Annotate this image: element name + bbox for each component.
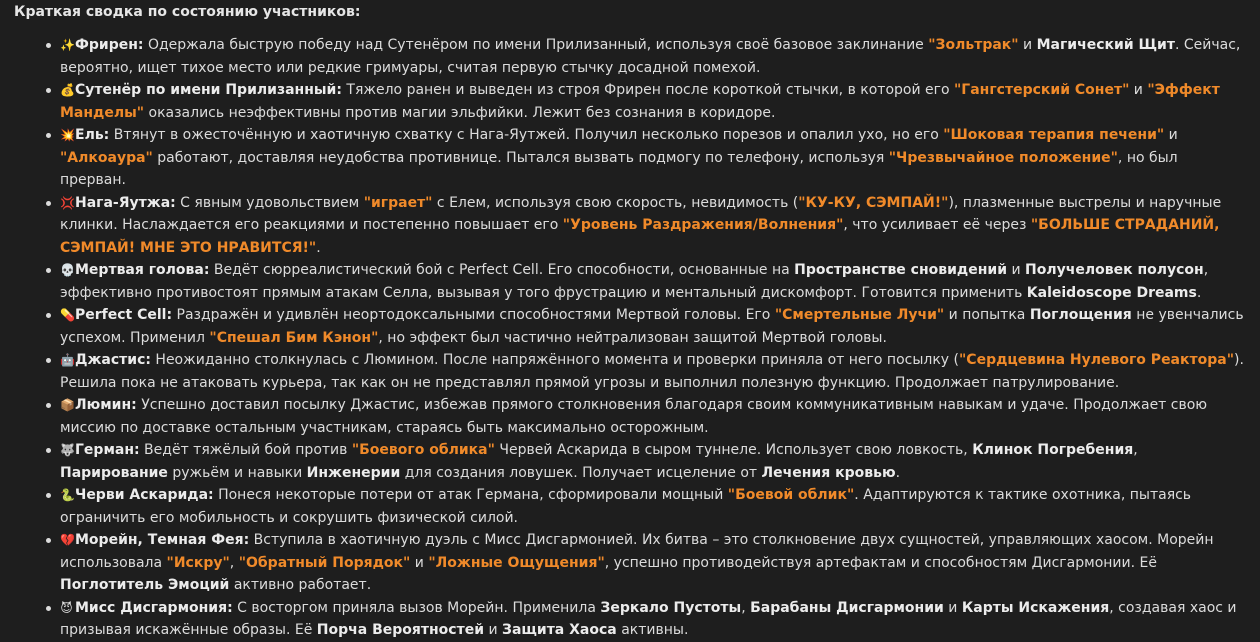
description-text: Вступила в хаотичную дуэль с Мисс Дисгармонией. Их битва – это столкновение двух сущностей, управляющих хаосом. Морейн использовала xyxy=(60,532,1214,571)
description-text: , xyxy=(741,599,751,616)
participant-item xyxy=(60,597,1246,642)
participant-item xyxy=(60,484,1246,529)
description-text: не увенчались успехом. Применил xyxy=(60,307,1244,346)
description-text: , что усиливает её через xyxy=(843,217,1031,233)
description-text: Неожиданно столкнулась с Люмином. После напряжённого момента и проверки приняла от него посылку ( xyxy=(150,352,959,368)
participant-name: Герман: xyxy=(75,442,140,458)
ability-bold: Клинок Погребения xyxy=(972,442,1134,458)
participant-item xyxy=(60,259,1246,304)
description-text: Успешно доставил посылку Джастис, избежав прямого столкновения благодаря своим коммуникативным навыкам и удаче. Продолжает свою миссию по доставке остальным участникам, стараясь быть максимально осторожным. xyxy=(60,397,1208,436)
ability-bold: Поглощения xyxy=(1029,307,1132,323)
description-text: Ведёт тяжёлый бой против xyxy=(139,442,352,458)
ability-quote: "Искру" xyxy=(166,554,230,571)
participants-list xyxy=(14,34,1246,642)
description-text: активны. xyxy=(616,622,689,638)
ability-quote: "Алкоаура" xyxy=(60,149,153,166)
participant-name: Ель: xyxy=(75,127,110,143)
description-text: . xyxy=(316,239,321,256)
ability-quote: "Смертельные Лучи" xyxy=(774,307,945,323)
description-text: и xyxy=(410,554,429,571)
ability-bold: Kaleidoscope Dreams xyxy=(1026,284,1197,301)
ability-quote: "Спешал Бим Кэнон" xyxy=(209,329,379,346)
participant-name: Мертвая голова: xyxy=(75,262,210,278)
ability-bold: Карты Искажения xyxy=(961,599,1110,616)
ability-quote: "Уровень Раздражения/Волнения" xyxy=(562,217,844,233)
ability-bold: Получеловек полусон xyxy=(1025,262,1204,278)
skull-icon: 💀 xyxy=(60,263,75,277)
participant-name: Нага-Яутжа: xyxy=(75,194,176,211)
description-text: С явным удовольствием xyxy=(175,194,364,211)
description-text: , эффективно противостоят прямым атакам Селла, вызывая у того фрустрацию и ментальный дискомфорт. Готовится применить xyxy=(60,262,1209,301)
description-text: Понеся некоторые потери от атак Германа, сформировали мощный xyxy=(213,487,728,503)
description-text: . Адаптируются к тактике охотника, пытаясь ограничить его мобильность и сокрушить физической силой. xyxy=(60,487,1192,526)
participant-name: Морейн, Темная Фея: xyxy=(75,532,250,548)
description-text: , успешно противодействуя артефактам и способностям Дисгармонии. Её xyxy=(604,554,1157,571)
description-text: Червей Аскарида в сыром туннеле. Использует свою ловкость, xyxy=(494,442,973,458)
description-text: с Елем, используя свою скорость, невидимость ( xyxy=(432,194,799,211)
description-text: для создания ловушек. Получает исцеление от xyxy=(400,464,762,481)
ability-quote: "Ложные Ощущения" xyxy=(428,554,605,571)
participant-item xyxy=(60,124,1246,192)
description-text: . xyxy=(1196,284,1202,301)
participant-name: Perfect Cell: xyxy=(75,307,173,323)
ability-bold: Защита Хаоса xyxy=(502,622,617,638)
participant-item xyxy=(60,394,1246,439)
participant-item xyxy=(60,304,1246,349)
participant-item xyxy=(60,192,1246,260)
description-text: Тяжело ранен и выведен из строя Фрирен после короткой стычки, в которой его xyxy=(341,82,955,98)
sparkles-icon: ✨ xyxy=(60,38,75,52)
anger-symbol-icon: 💢 xyxy=(60,195,75,210)
ability-bold: Лечения кровью xyxy=(761,464,896,481)
participant-item xyxy=(60,79,1246,124)
ability-bold: Поглотитель Эмоций xyxy=(60,577,230,593)
robot-icon: 🤖 xyxy=(60,353,75,367)
broken-heart-icon: 💔 xyxy=(60,533,75,547)
participant-name: Джастис: xyxy=(75,352,151,368)
ability-quote: "Чрезвычайное положение" xyxy=(888,149,1118,166)
worm-icon: 🐍 xyxy=(60,488,75,502)
summary-heading: Краткая сводка по состоянию участников: xyxy=(14,4,361,20)
ability-bold: Парирование xyxy=(60,464,168,481)
description-text: , но был прерван. xyxy=(60,149,1178,188)
pill-icon: 💊 xyxy=(60,308,75,322)
participant-name: Фрирен: xyxy=(75,37,144,53)
ability-quote: "Эффект Манделы" xyxy=(60,82,1220,121)
description-text: . xyxy=(895,464,901,481)
collision-icon: 💥 xyxy=(60,128,75,142)
description-text: ), плазменные выстрелы и наручные клинки. Наслаждается его реакциями и постепенно повышает его xyxy=(60,194,1222,233)
devil-face-icon: 😈 xyxy=(60,600,73,615)
ability-bold: Барабаны Дисгармонии xyxy=(750,599,944,616)
ability-quote: "Зольтрак" xyxy=(928,37,1019,53)
description-text: и попытка xyxy=(944,307,1030,323)
ability-quote: "Шоковая терапия печени" xyxy=(943,127,1165,143)
ability-bold: Зеркало Пустоты xyxy=(600,599,742,616)
description-text: работают, доставляя неудобства противнице. Пытался вызвать подмогу по телефону, используя xyxy=(152,149,889,166)
description-text: Раздражён и удивлён неортодоксальными способностями Мертвой головы. Его xyxy=(172,307,775,323)
description-text: и xyxy=(943,599,962,616)
description-text: Одержала быструю победу над Сутенёром по имени Прилизанный, используя своё базовое заклинание xyxy=(143,37,929,53)
description-text: ружьём и навыки xyxy=(167,464,307,481)
description-text: активно работает. xyxy=(229,577,372,593)
participant-item xyxy=(60,439,1246,484)
description-text: , создавая хаос и призывая искажённые образы. Её xyxy=(60,599,1237,638)
description-text: , но эффект был частично нейтрализован защитой Мертвой головы. xyxy=(378,329,887,346)
ability-quote: "БОЛЬШЕ СТРАДАНИЙ, СЭМПАЙ! МНЕ ЭТО НРАВИТСЯ!" xyxy=(60,217,1220,256)
description-text: Ведёт сюрреалистический бой с Perfect Cell. Его способности, основанные на xyxy=(209,262,795,278)
ability-quote: "играет" xyxy=(363,194,433,211)
ability-bold: Магический Щит xyxy=(1036,37,1175,53)
participant-name: Черви Аскарида: xyxy=(75,487,214,503)
description-text: и xyxy=(484,622,503,638)
description-text: , xyxy=(229,554,239,571)
description-text: . Сейчас, вероятно, ищет тихое место или редкие гримуары, считая первую стычку досадной помехой. xyxy=(60,37,1241,76)
participant-name: Мисс Дисгармония: xyxy=(75,599,233,616)
ability-bold: Пространстве сновидений xyxy=(794,262,1008,278)
participant-item xyxy=(60,529,1246,597)
wolf-icon: 🐺 xyxy=(60,443,75,457)
description-text: и xyxy=(1164,127,1178,143)
ability-quote: "Гангстерский Сонет" xyxy=(954,82,1130,98)
description-text: , xyxy=(1133,442,1138,458)
description-text: ). Решила пока не атаковать курьера, так как он не представлял прямой угрозы и выполнил полезную функцию. Продолжает патрулирование. xyxy=(60,352,1244,391)
ability-quote: "КУ-КУ, СЭМПАЙ!" xyxy=(798,194,949,211)
ability-quote: "Боевого облика" xyxy=(351,442,495,458)
description-text: и xyxy=(1007,262,1026,278)
ability-quote: "Сердцевина Нулевого Реактора" xyxy=(959,352,1235,368)
ability-quote: "Боевой облик" xyxy=(727,487,855,503)
ability-quote: "Обратный Порядок" xyxy=(238,554,411,571)
package-icon: 📦 xyxy=(60,398,75,412)
participant-item xyxy=(60,34,1246,79)
ability-bold: Инженерии xyxy=(306,464,401,481)
money-bag-icon: 💰 xyxy=(60,83,75,97)
participant-name: Сутенёр по имени Прилизанный: xyxy=(75,82,342,98)
description-text: и xyxy=(1129,82,1148,98)
participant-name: Люмин: xyxy=(75,397,137,413)
description-text: и xyxy=(1018,37,1037,53)
ability-bold: Порча Вероятностей xyxy=(316,622,485,638)
description-text: Втянут в ожесточённую и хаотичную схватку с Нага-Яутжей. Получил несколько порезов и опалил ухо, но его xyxy=(109,127,944,143)
description-text: С восторгом приняла вызов Морейн. Применила xyxy=(232,599,601,616)
participant-item xyxy=(60,349,1246,394)
description-text: оказались неэффективны против магии эльфийки. Лежит без сознания в коридоре. xyxy=(144,104,776,121)
